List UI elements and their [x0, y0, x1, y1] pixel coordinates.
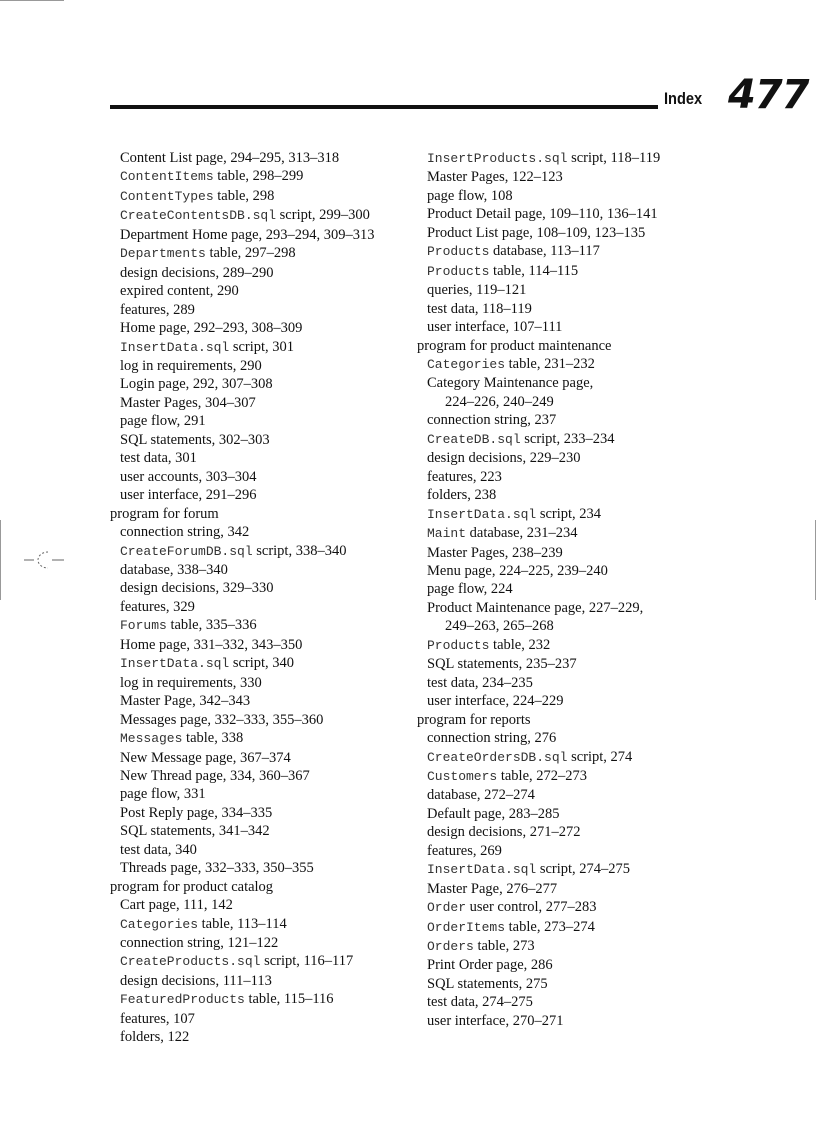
index-entry	[110, 226, 410, 244]
index-entry	[110, 1010, 410, 1028]
index-entry	[110, 412, 410, 430]
index-text: script, 234	[536, 505, 602, 522]
index-text: Menu page, 224–225, 239–240	[427, 562, 608, 579]
index-text: user control, 277–283	[466, 899, 597, 916]
index-entry	[417, 411, 747, 429]
index-text: Home page, 331–332, 343–350	[120, 636, 303, 653]
index-entry	[417, 956, 747, 974]
index-text: test data, 118–119	[427, 300, 532, 317]
index-text: database, 231–234	[466, 525, 578, 542]
index-text: expired content, 290	[120, 283, 239, 300]
index-text: design decisions, 329–330	[120, 580, 274, 597]
index-text: user interface, 291–296	[120, 487, 257, 504]
registration-mark-icon	[24, 548, 64, 572]
index-text: user interface, 107–111	[427, 319, 563, 336]
index-text: Product Maintenance page, 227–229,	[427, 599, 644, 616]
index-entry	[110, 692, 410, 710]
index-entry	[110, 896, 410, 914]
index-text: SQL statements, 341–342	[120, 823, 270, 840]
page-number: 477	[728, 72, 809, 118]
index-entry	[417, 149, 747, 168]
index-entry	[417, 562, 747, 580]
index-entry	[110, 375, 410, 393]
index-entry	[417, 617, 747, 635]
index-text: New Message page, 367–374	[120, 749, 291, 766]
index-text: design decisions, 289–290	[120, 264, 274, 281]
index-entry	[110, 468, 410, 486]
index-entry	[110, 579, 410, 597]
index-entry	[110, 990, 410, 1009]
index-text: Login page, 292, 307–308	[120, 376, 273, 393]
index-text: script, 118–119	[567, 150, 661, 166]
index-code-term: InsertData.sql	[120, 339, 230, 355]
index-entry	[417, 729, 747, 747]
index-entry	[417, 655, 747, 673]
index-code-term: InsertProducts.sql	[427, 151, 568, 166]
index-entry	[110, 598, 410, 616]
index-text: folders, 238	[427, 487, 497, 504]
index-text: Default page, 283–285	[427, 805, 560, 822]
index-code-term: CreateProducts.sql	[120, 954, 261, 970]
index-text: queries, 119–121	[427, 282, 527, 299]
index-text: program for forum	[110, 505, 219, 522]
index-text: user interface, 224–229	[427, 693, 564, 710]
index-text: log in requirements, 290	[120, 357, 262, 374]
index-text: 249–263, 265–268	[445, 618, 554, 635]
index-entry	[110, 319, 410, 337]
index-entry	[110, 394, 410, 412]
index-code-term: Forums	[120, 618, 167, 634]
index-text: features, 223	[427, 468, 502, 485]
index-entry	[417, 599, 747, 617]
index-entry	[417, 468, 747, 486]
index-entry	[110, 654, 410, 673]
index-entry	[110, 149, 410, 167]
index-code-term: InsertData.sql	[120, 656, 230, 672]
index-code-term: Orders	[427, 939, 474, 955]
index-entry	[417, 505, 747, 524]
index-entry	[110, 616, 410, 635]
index-text: script, 301	[229, 338, 295, 355]
index-entry	[110, 749, 410, 767]
index-entry	[417, 544, 747, 562]
index-entry	[110, 934, 410, 952]
index-entry	[110, 729, 410, 748]
index-entry	[417, 767, 747, 786]
index-entry	[417, 187, 747, 205]
index-entry	[110, 767, 410, 785]
index-text: connection string, 342	[120, 524, 250, 541]
index-code-term: Order	[427, 900, 467, 916]
index-text: Master Page, 342–343	[120, 693, 251, 710]
index-entry	[110, 167, 410, 186]
index-text: table, 298–299	[213, 168, 304, 185]
index-text: test data, 301	[120, 450, 197, 467]
index-text: design decisions, 229–230	[427, 450, 581, 467]
index-code-term: Customers	[427, 768, 498, 784]
index-text: table, 113–114	[198, 915, 287, 932]
index-entry	[417, 393, 747, 411]
index-code-term: FeaturedProducts	[120, 992, 245, 1008]
index-entry	[110, 636, 410, 654]
index-entry	[417, 823, 747, 841]
index-text: table, 335–336	[166, 617, 257, 634]
index-text: table, 115–116	[244, 991, 334, 1008]
index-text: features, 107	[120, 1010, 195, 1027]
index-text: connection string, 237	[427, 412, 557, 429]
index-text: page flow, 331	[120, 786, 206, 803]
index-text: script, 274–275	[536, 861, 631, 878]
index-code-term: CreateDB.sql	[427, 431, 521, 447]
index-code-term: Categories	[427, 356, 506, 372]
index-entry	[110, 244, 410, 263]
index-text: Cart page, 111, 142	[120, 897, 233, 914]
index-entry	[110, 264, 410, 282]
index-entry	[110, 674, 410, 692]
index-entry	[417, 205, 747, 223]
index-text: program for reports	[417, 711, 531, 728]
index-column-left	[110, 149, 410, 1047]
index-text: Post Reply page, 334–335	[120, 804, 273, 821]
index-text: script, 233–234	[520, 430, 615, 447]
index-entry	[110, 711, 410, 729]
index-entry	[110, 523, 410, 541]
index-text: Product Detail page, 109–110, 136–141	[427, 206, 658, 223]
index-text: page flow, 108	[427, 187, 513, 204]
index-entry	[417, 430, 747, 449]
index-text: Messages page, 332–333, 355–360	[120, 711, 324, 728]
index-entry	[110, 915, 410, 934]
index-entry	[417, 975, 747, 993]
index-entry	[110, 431, 410, 449]
index-entry	[417, 486, 747, 504]
index-text: database, 113–117	[489, 243, 600, 260]
index-code-term: CreateForumDB.sql	[120, 543, 253, 559]
index-code-term: Departments	[120, 246, 206, 262]
index-entry	[110, 301, 410, 319]
index-entry	[110, 841, 410, 859]
index-code-term: ContentItems	[120, 169, 214, 185]
index-text: design decisions, 271–272	[427, 824, 581, 841]
index-text: features, 329	[120, 598, 195, 615]
running-head: Index	[664, 89, 703, 108]
index-entry	[417, 281, 747, 299]
index-text: Category Maintenance page,	[427, 375, 594, 392]
index-text: Master Pages, 238–239	[427, 544, 563, 561]
crop-mark-left	[0, 520, 1, 600]
index-code-term: CreateOrdersDB.sql	[427, 749, 568, 765]
index-text: user accounts, 303–304	[120, 468, 257, 485]
index-text: table, 232	[489, 636, 551, 653]
index-entry	[417, 842, 747, 860]
index-text: connection string, 121–122	[120, 935, 279, 952]
index-text: test data, 234–235	[427, 674, 533, 691]
index-text: page flow, 224	[427, 581, 513, 598]
index-entry	[110, 561, 410, 579]
index-entry	[110, 542, 410, 561]
index-entry	[110, 449, 410, 467]
index-text: table, 297–298	[205, 245, 296, 262]
index-entry	[110, 859, 410, 877]
index-code-term: OrderItems	[427, 919, 506, 935]
index-text: log in requirements, 330	[120, 674, 262, 691]
index-entry	[110, 338, 410, 357]
header-rule	[110, 105, 658, 109]
index-text: Home page, 292–293, 308–309	[120, 320, 303, 337]
index-entry	[417, 918, 747, 937]
index-entry	[417, 805, 747, 823]
index-text: script, 299–300	[276, 207, 370, 224]
index-text: program for product maintenance	[417, 337, 612, 354]
index-text: features, 269	[427, 842, 502, 859]
index-text: New Thread page, 334, 360–367	[120, 767, 310, 784]
index-entry	[417, 898, 747, 917]
index-text: Product List page, 108–109, 123–135	[427, 224, 646, 241]
index-text: script, 338–340	[252, 542, 347, 559]
index-entry	[110, 282, 410, 300]
index-entry	[417, 993, 747, 1011]
index-code-term: ContentTypes	[120, 188, 214, 204]
index-entry	[417, 636, 747, 655]
index-text: script, 116–117	[260, 953, 354, 970]
index-entry	[417, 748, 747, 767]
index-text: table, 338	[182, 730, 244, 747]
index-text: user interface, 270–271	[427, 1012, 564, 1029]
index-entry	[110, 357, 410, 375]
index-entry	[417, 524, 747, 543]
index-text: table, 273–274	[505, 918, 595, 935]
index-entry	[110, 972, 410, 990]
index-entry	[110, 187, 410, 206]
index-code-term: CreateContentsDB.sql	[120, 208, 277, 224]
index-entry	[417, 880, 747, 898]
index-text: script, 340	[229, 655, 295, 672]
index-text: database, 272–274	[427, 787, 535, 804]
index-entry	[417, 860, 747, 879]
index-entry	[110, 486, 410, 504]
index-entry	[110, 785, 410, 803]
index-text: test data, 274–275	[427, 994, 533, 1011]
index-text: page flow, 291	[120, 413, 206, 430]
index-text: table, 231–232	[505, 355, 595, 372]
index-entry	[417, 711, 747, 729]
index-entry	[417, 449, 747, 467]
index-text: Master Pages, 304–307	[120, 394, 256, 411]
index-text: SQL statements, 302–303	[120, 431, 270, 448]
index-code-term: InsertData.sql	[427, 862, 537, 878]
index-text: Master Pages, 122–123	[427, 169, 563, 186]
index-entry	[417, 242, 747, 261]
index-code-term: Products	[427, 637, 490, 653]
index-text: table, 273	[473, 938, 535, 955]
index-text: Content List page, 294–295, 313–318	[120, 150, 340, 166]
index-text: table, 114–115	[489, 262, 579, 279]
index-entry	[417, 786, 747, 804]
index-entry	[417, 224, 747, 242]
index-entry	[110, 1028, 410, 1046]
index-entry	[417, 262, 747, 281]
index-text: table, 298	[213, 187, 275, 204]
index-entry	[110, 804, 410, 822]
index-text: database, 338–340	[120, 561, 228, 578]
index-entry	[110, 206, 410, 225]
index-code-term: Products	[427, 263, 490, 279]
crop-mark-top	[0, 0, 64, 1]
index-text: design decisions, 111–113	[120, 972, 272, 989]
index-entry	[417, 674, 747, 692]
index-code-term: Maint	[427, 526, 467, 542]
index-text: Print Order page, 286	[427, 957, 553, 974]
index-text: script, 274	[567, 748, 633, 765]
index-entry	[417, 355, 747, 374]
index-entry	[110, 822, 410, 840]
index-text: SQL statements, 235–237	[427, 656, 577, 673]
index-text: test data, 340	[120, 841, 197, 858]
index-text: Threads page, 332–333, 350–355	[120, 860, 314, 877]
index-code-term: Products	[427, 244, 490, 260]
index-entry	[417, 692, 747, 710]
index-text: features, 289	[120, 301, 195, 318]
index-text: Department Home page, 293–294, 309–313	[120, 226, 375, 243]
index-text: 224–226, 240–249	[445, 393, 554, 410]
index-entry	[110, 878, 410, 896]
index-entry	[110, 505, 410, 523]
index-entry	[417, 937, 747, 956]
index-entry	[417, 300, 747, 318]
index-entry	[417, 1012, 747, 1030]
index-text: table, 272–273	[497, 767, 588, 784]
index-entry	[417, 168, 747, 186]
index-text: Master Page, 276–277	[427, 880, 558, 897]
index-entry	[417, 337, 747, 355]
index-entry	[417, 580, 747, 598]
index-text: connection string, 276	[427, 730, 557, 747]
index-code-term: InsertData.sql	[427, 506, 537, 522]
index-code-term: Categories	[120, 916, 199, 932]
index-column-right	[417, 149, 747, 1030]
index-entry	[417, 374, 747, 392]
index-text: SQL statements, 275	[427, 975, 548, 992]
index-code-term: Messages	[120, 731, 183, 747]
index-entry	[417, 318, 747, 336]
index-text: folders, 122	[120, 1029, 190, 1046]
index-text: program for product catalog	[110, 878, 274, 895]
index-entry	[110, 952, 410, 971]
